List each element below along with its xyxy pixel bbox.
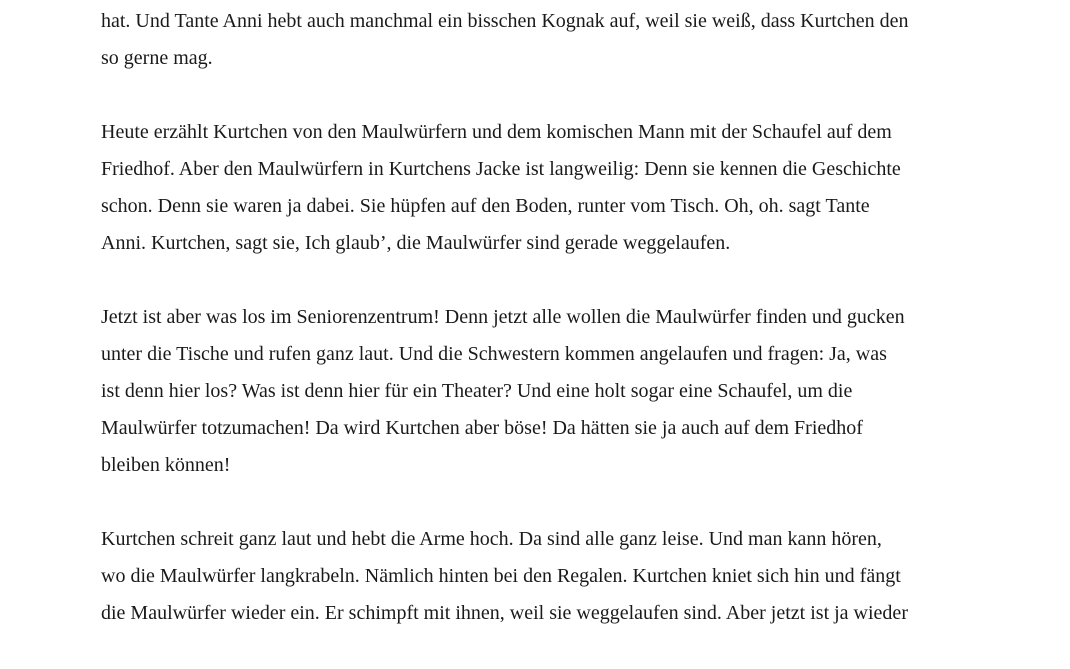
text-line: Anni. Kurtchen, sagt sie, Ich glaub’, die Maulwürfer sind gerade weggelaufen.	[101, 232, 731, 254]
paragraph-4	[101, 521, 981, 632]
text-line: Maulwürfer totzumachen! Da wird Kurtchen aber böse! Da hätten sie ja auch auf dem Friedhof	[101, 417, 863, 439]
paragraph-2	[101, 114, 981, 262]
text-line: schon. Denn sie waren ja dabei. Sie hüpfen auf den Boden, runter vom Tisch. Oh, oh. sagt Tante	[101, 195, 870, 217]
text-line: wo die Maulwürfer langkrabeln. Nämlich hinten bei den Regalen. Kurtchen kniet sich hin und fängt	[101, 565, 901, 587]
text-line: bleiben können!	[101, 454, 231, 476]
text-line: Jetzt ist aber was los im Seniorenzentrum! Denn jetzt alle wollen die Maulwürfer finden und gucken	[101, 306, 905, 328]
text-line: Friedhof. Aber den Maulwürfern in Kurtchens Jacke ist langweilig: Denn sie kennen die Geschichte	[101, 158, 901, 180]
text-line: Heute erzählt Kurtchen von den Maulwürfern und dem komischen Mann mit der Schaufel auf dem	[101, 121, 892, 143]
paragraph-1	[101, 3, 981, 77]
paragraph-3	[101, 299, 981, 484]
text-line: Kurtchen schreit ganz laut und hebt die Arme hoch. Da sind alle ganz leise. Und man kann hören,	[101, 528, 882, 550]
article-body	[101, 3, 981, 669]
text-line: so gerne mag.	[101, 47, 213, 69]
text-line: die Maulwürfer wieder ein. Er schimpft mit ihnen, weil sie weggelaufen sind. Aber jetzt ist ja wieder	[101, 602, 908, 624]
text-line: ist denn hier los? Was ist denn hier für ein Theater? Und eine holt sogar eine Schaufel, um die	[101, 380, 853, 402]
text-line: unter die Tische und rufen ganz laut. Und die Schwestern kommen angelaufen und fragen: Ja, was	[101, 343, 887, 365]
text-line: hat. Und Tante Anni hebt auch manchmal ein bisschen Kognak auf, weil sie weiß, dass Kurtchen den	[101, 10, 909, 32]
